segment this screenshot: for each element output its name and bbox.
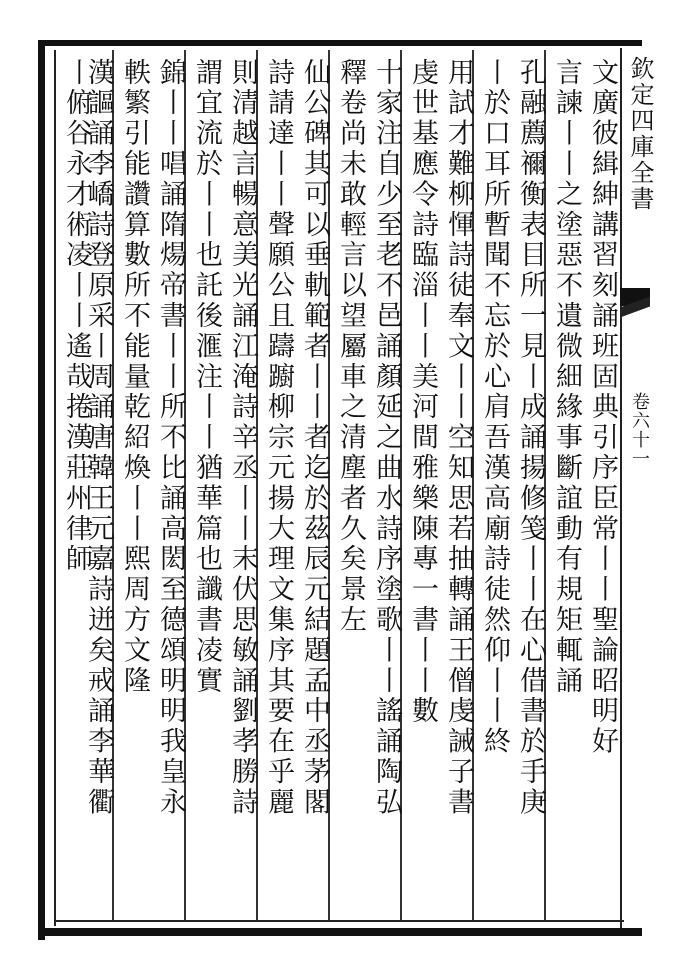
text-column: 虔世基應令詩臨淄丨丨美河間雅樂陳專一書丨丨數 (407, 58, 438, 727)
text-column: 十家注自少至老不邑誦顏延之曲水詩序塗歌丨丨謠誦陶弘 (371, 58, 402, 818)
text-column: 則清越言暢意美光誦江淹詩辛丞丨丨末伏思敏誦劉孝勝詩 (227, 58, 258, 818)
border-top (42, 40, 642, 46)
text-column: 漢謳誦李嶠詩登原采丨周誦唐韓王元嘉詩迸矣戒誦李華衢 (83, 58, 114, 818)
text-column: 釋卷尚未敢輕言以望屬車之清塵者久矣景左 (335, 58, 366, 636)
book-title: 欽定四庫全書 (626, 56, 654, 212)
text-column: 文廣彼緝紳講習刻誦班固典引序臣常丨丨聖論昭明好 (587, 58, 618, 758)
text-column: 丨俯谷永才術凌丨丨遙哉捲漢莊州律師 (61, 58, 92, 575)
text-column: 錦丨丨唱誦隋煬帝書丨丨所不比誦高閎至德頌明明我皇永 (155, 58, 186, 818)
text-column: 軼繁引能讚算數所不能量乾紹煥丨丨熙周方文隆 (119, 58, 150, 697)
inner-border-left (54, 50, 56, 926)
text-column: 用試才難柳惲詩徒奉文丨丨空知思若抽轉誦王僧虔誡子書 (443, 58, 474, 818)
volume-label: 卷六十一 (629, 392, 650, 468)
text-column: 丨於口耳所暫聞不忘於心肩吾漢高廟詩徒然仰丨丨終 (479, 58, 510, 758)
text-column: 詩請達丨丨聲願公且躊躕柳宗元揚大理文集序其要在乎麗 (263, 58, 294, 818)
inner-border-bottom (54, 920, 624, 922)
text-column: 仙公碑其可以垂軌範者丨丨者迄於茲辰元結題孟中丞茅閣 (299, 58, 330, 818)
border-left (38, 40, 45, 940)
text-column: 謂宜流於丨丨也託後滙注丨丨猶華篇也讖書凌實 (191, 58, 222, 697)
text-column: 孔融薦禰衡表目所一見丨成誦揚修笺丨丨在心借書於手庚 (515, 58, 546, 818)
border-bottom (38, 928, 642, 936)
text-column: 言諫丨丨之塗惡不遺微細緣事斷誼動有規矩輒誦 (551, 58, 582, 697)
